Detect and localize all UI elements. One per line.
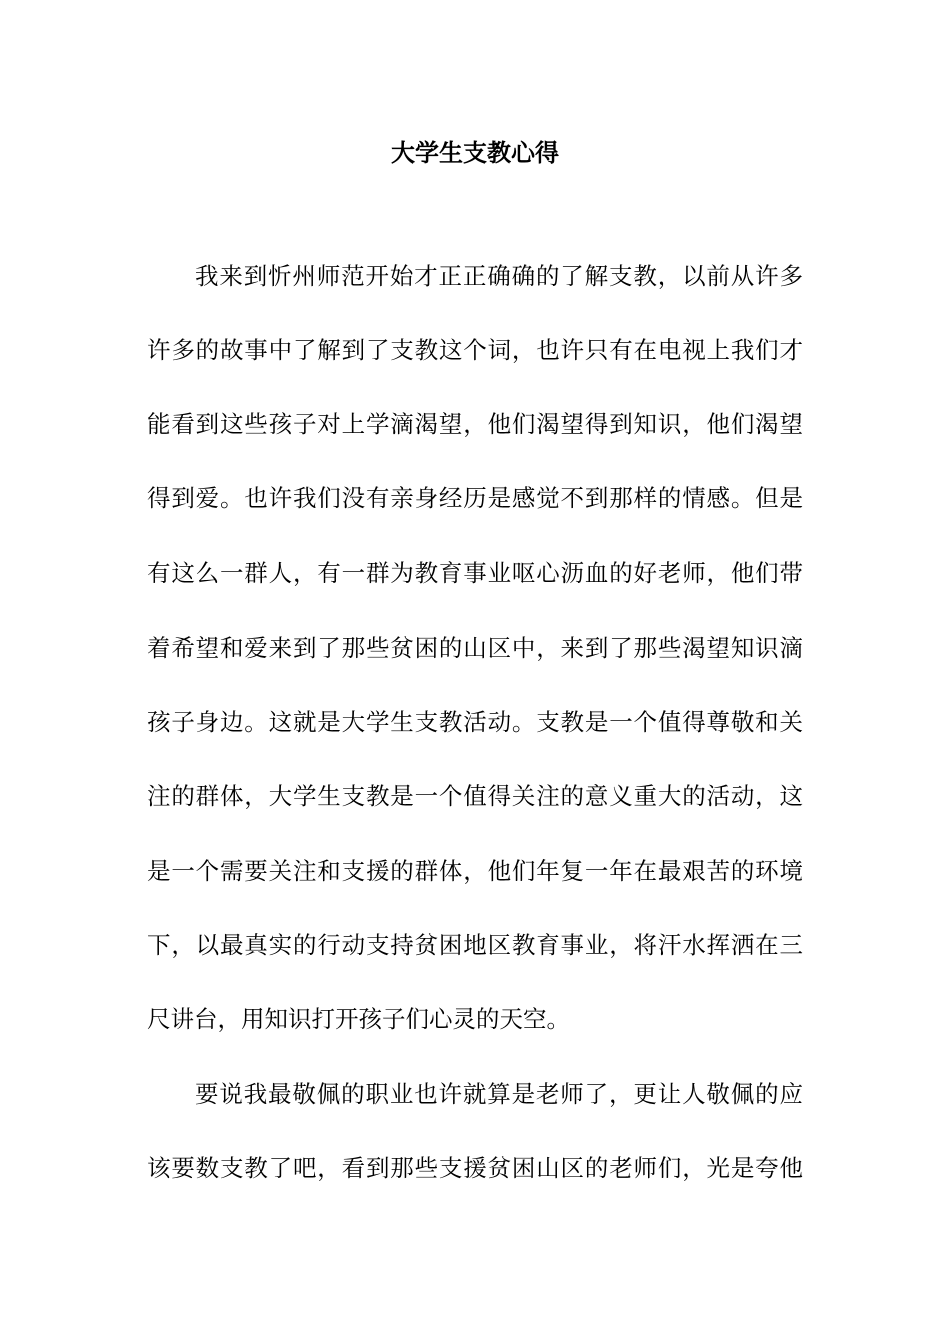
paragraph-line: 我来到忻州师范开始才正正确确的了解支教，以前从许多: [195, 262, 803, 290]
paragraph-line: 得到爱。也许我们没有亲身经历是感觉不到那样的情感。但是: [147, 484, 803, 512]
paragraph-line: 孩子身边。这就是大学生支教活动。支教是一个值得尊敬和关: [147, 708, 803, 736]
document-title: 大学生支教心得: [391, 138, 559, 167]
paragraph-line: 许多的故事中了解到了支教这个词，也许只有在电视上我们才: [147, 336, 803, 364]
paragraph-line: 是一个需要关注和支援的群体，他们年复一年在最艰苦的环境: [147, 857, 803, 885]
paragraph-line: 有这么一群人，有一群为教育事业呕心沥血的好老师，他们带: [147, 559, 803, 587]
paragraph-line: 着希望和爱来到了那些贫困的山区中，来到了那些渴望知识滴: [147, 634, 803, 662]
paragraph-line: 该要数支教了吧，看到那些支援贫困山区的老师们，光是夸他: [147, 1154, 803, 1182]
paragraph-line: 尺讲台，用知识打开孩子们心灵的天空。: [147, 1005, 570, 1033]
paragraph-line: 下，以最真实的行动支持贫困地区教育事业，将汗水挥洒在三: [147, 931, 803, 959]
paragraph-line: 能看到这些孩子对上学滴渴望，他们渴望得到知识，他们渴望: [147, 410, 803, 438]
paragraph-line: 注的群体，大学生支教是一个值得关注的意义重大的活动，这: [147, 782, 803, 810]
paragraph-line: 要说我最敬佩的职业也许就算是老师了，更让人敬佩的应: [195, 1080, 803, 1108]
